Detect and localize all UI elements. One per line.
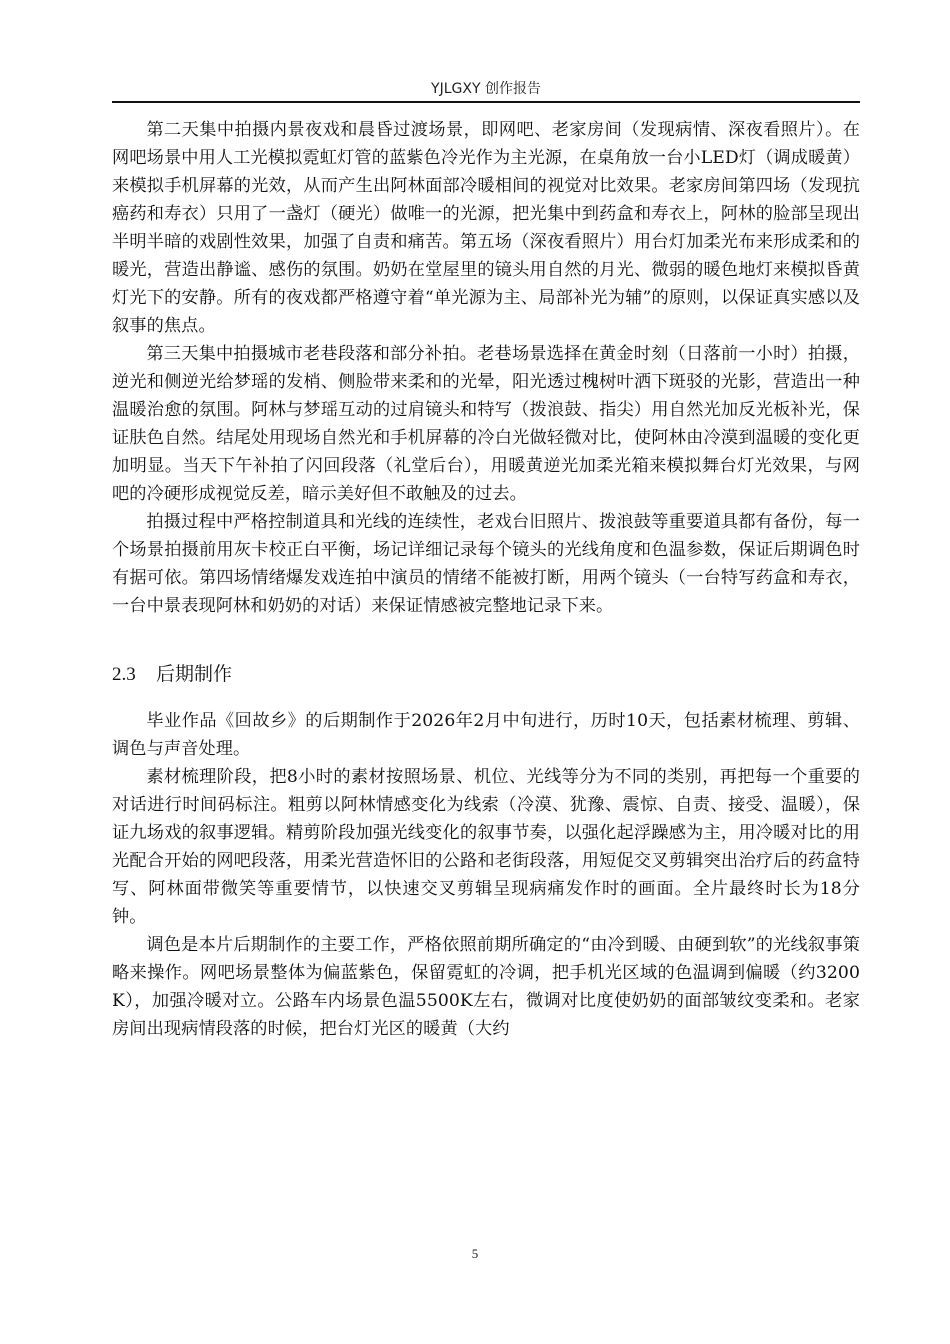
document-body <box>112 116 860 1043</box>
paragraph: 毕业作品《回故乡》的后期制作于2026年2月中旬进行，历时10天，包括素材梳理、剪辑、调色与声音处理。 <box>112 711 860 759</box>
section-title: 后期制作 <box>156 663 233 685</box>
paragraph: 拍摄过程中严格控制道具和光线的连续性，老戏台旧照片、拨浪鼓等重要道具都有备份，每一个场景拍摄前用灰卡校正白平衡，场记详细记录每个镜头的光线角度和色温参数，保证后期调色时有据可依。第四场情绪爆发戏连拍中演员的情绪不能被打断，用两个镜头（一台特写药盒和寿衣，一台中景表现阿林和奶奶的对话）来保证情感被完整地记录下来。 <box>112 512 860 616</box>
page-number: 5 <box>471 1246 479 1261</box>
paragraph: 第二天集中拍摄内景夜戏和晨昏过渡场景，即网吧、老家房间（发现病情、深夜看照片）。在网吧场景中用人工光模拟霓虹灯管的蓝紫色冷光作为主光源，在桌角放一台小LED灯（调成暖黄）来模拟手机屏幕的光效，从而产生出阿林面部冷暖相间的视觉对比效果。老家房间第四场（发现抗癌药和寿衣）只用了一盏灯（硬光）做唯一的光源，把光集中到药盒和寿衣上，阿林的脸部呈现出半明半暗的戏剧性效果，加强了自责和痛苦。第五场（深夜看照片）用台灯加柔光布来形成柔和的暖光，营造出静谧、感伤的氛围。奶奶在堂屋里的镜头用自然的月光、微弱的暖色地灯来模拟昏黄灯光下的安静。所有的夜戏都严格遵守着“单光源为主、局部补光为辅”的原则，以保证真实感以及叙事的焦点。 <box>112 120 860 336</box>
paragraph: 第三天集中拍摄城市老巷段落和部分补拍。老巷场景选择在黄金时刻（日落前一小时）拍摄，逆光和侧逆光给梦瑶的发梢、侧脸带来柔和的光晕，阳光透过槐树叶洒下斑驳的光影，营造出一种温暖治愈的氛围。阿林与梦瑶互动的过肩镜头和特写（拨浪鼓、指尖）用自然光加反光板补光，保证肤色自然。结尾处用现场自然光和手机屏幕的冷白光做轻微对比，使阿林由冷漠到温暖的变化更加明显。当天下午补拍了闪回段落（礼堂后台），用暖黄逆光加柔光箱来模拟舞台灯光效果，与网吧的冷硬形成视觉反差，暗示美好但不敢触及的过去。 <box>112 344 860 504</box>
section-number: 2.3 <box>112 664 136 685</box>
page-header: YJLGXY 创作报告 <box>431 81 541 97</box>
section-heading <box>112 660 860 689</box>
paragraph: 调色是本片后期制作的主要工作，严格依照前期所确定的“由冷到暖、由硬到软”的光线叙事策略来操作。网吧场景整体为偏蓝紫色，保留霓虹的冷调，把手机光区域的色温调到偏暖（约3200K），加强冷暖对立。公路车内场景色温5500K左右，微调对比度使奶奶的面部皱纹变柔和。老家房间出现病情段落的时候，把台灯光区的暖黄（大约 <box>112 935 860 1039</box>
paragraph: 素材梳理阶段，把8小时的素材按照场景、机位、光线等分为不同的类别，再把每一个重要的对话进行时间码标注。粗剪以阿林情感变化为线索（冷漠、犹豫、震惊、自责、接受、温暖），保证九场戏的叙事逻辑。精剪阶段加强光线变化的叙事节奏，以强化起浮躁感为主，用冷暖对比的用光配合开始的网吧段落，用柔光营造怀旧的公路和老街段落，用短促交叉剪辑突出治疗后的药盒特写、阿林面带微笑等重要情节，以快速交叉剪辑呈现病痛发作时的画面。全片最终时长为18分钟。 <box>112 767 860 927</box>
header-rule <box>112 101 860 103</box>
